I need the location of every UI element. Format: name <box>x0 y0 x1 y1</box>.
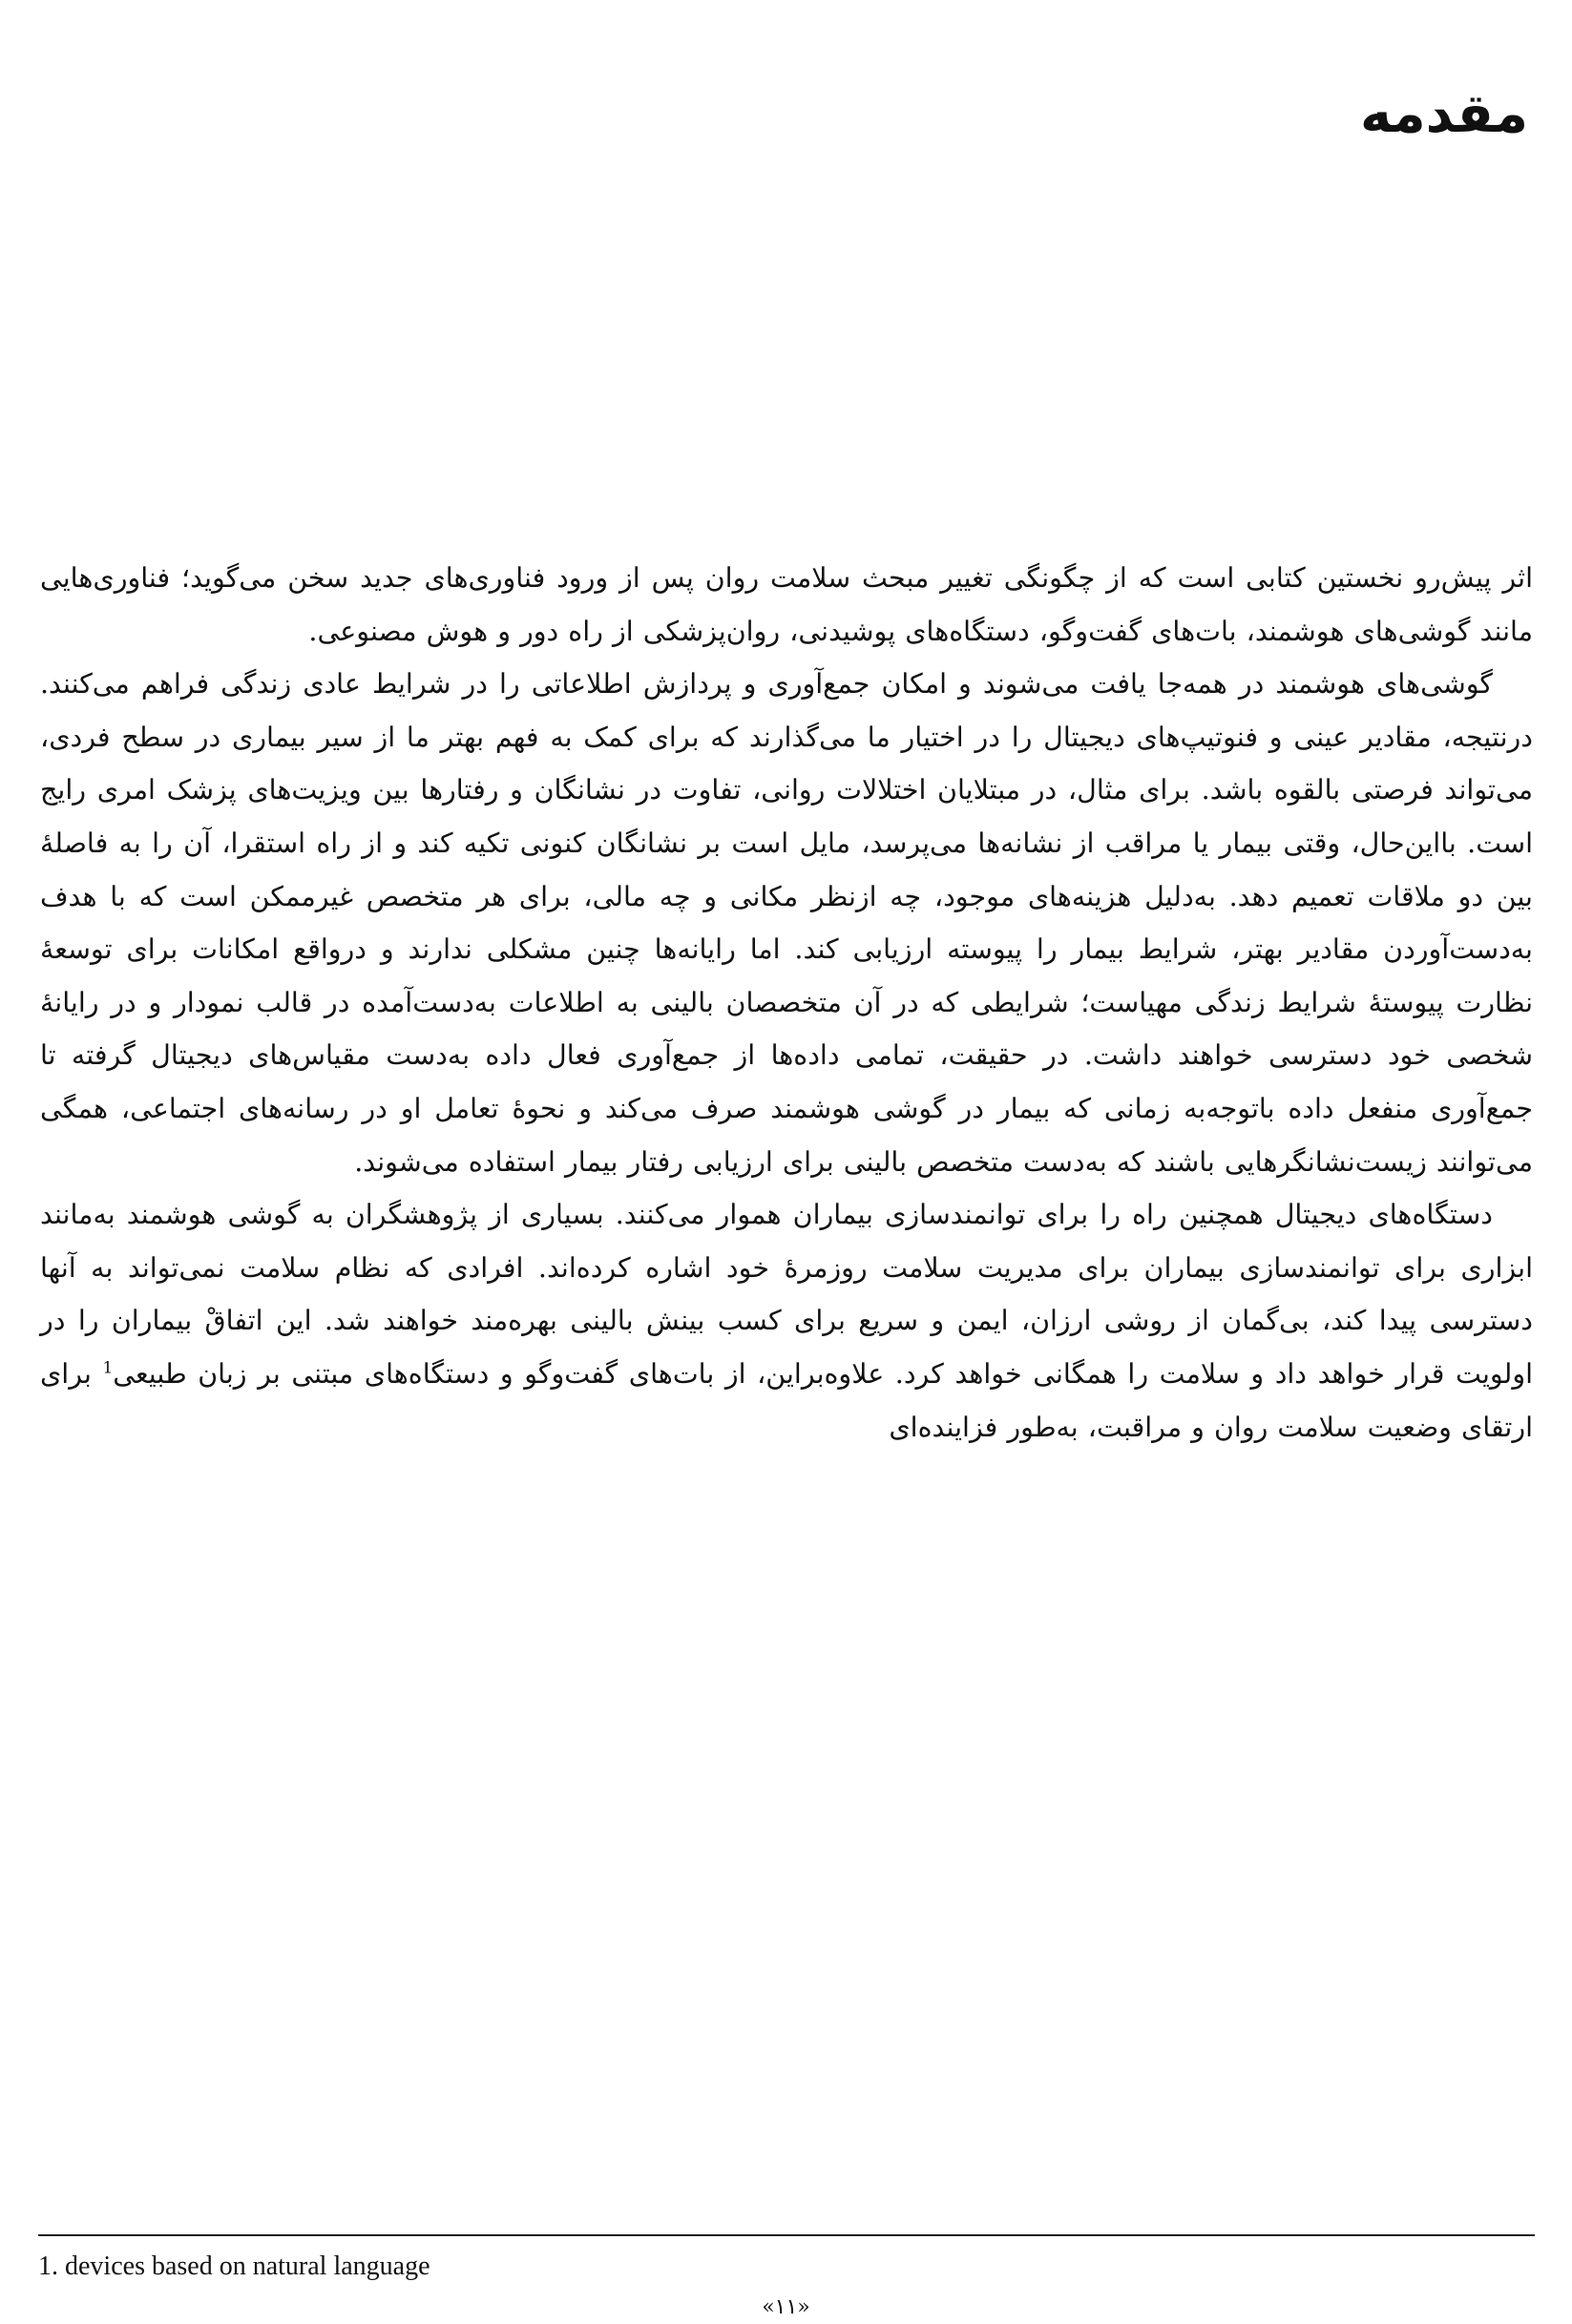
paragraph-text-before-footnote: دستگاه‌های دیجیتال همچنین راه را برای توانمندسازی بیماران هموار می‌کنند. بسیاری از پژوهشگران به گوشی هوشمند به‌مانند ابزاری برای توانمندسازی بیماران برای مدیریت سلامت روزمرهٔ خود اشاره کرده‌اند. افرادی که نظام سلامت نمی‌تواند به آنها دسترسی پیدا کند، بی‌گمان از روشی ارزان، ایمن و سریع برای کسب بینش بالینی بهره‌مند خواهند شد. این اتفاقْ بیماران را در اولویت قرار خواهد داد و سلامت را همگانی خواهد کرد. علاوه‌براین، از بات‌های گفت‌وگو و دستگاه‌های مبتنی بر زبان طبیعی <box>40 1199 1533 1390</box>
page-title: مقدمه <box>1360 83 1528 145</box>
footnote-marker: 1 <box>102 1358 114 1378</box>
paragraph-text-after-footnote: برای ارتقای وضعیت سلامت روان و مراقبت، به‌طور فزاینده‌ای <box>40 1357 1533 1443</box>
paragraph-smartphones: گوشی‌های هوشمند در همه‌جا یافت می‌شوند و امکان جمع‌آوری و پردازش اطلاعاتی را در شرایط عادی زندگی فراهم می‌کنند. درنتیجه، مقادیر عینی و فنوتیپ‌های دیجیتال را در اختیار ما می‌گذارند که برای کمک به فهم بهتر ما از سیر بیماری در سطح فردی، می‌تواند فرصتی بالقوه باشد. برای مثال، در مبتلایان اختلالات روانی، تفاوت در نشانگان و رفتارها بین ویزیت‌های پزشک امری رایج است. بااین‌حال، وقتی بیمار یا مراقب از نشانه‌ها می‌پرسد، مایل است بر نشانگان کنونی تکیه کند و از راه استقرا، آن را به فاصلهٔ بین دو ملاقات تعمیم دهد. به‌دلیل هزینه‌های موجود، چه ازنظر مکانی و چه مالی، برای هر متخصص غیرممکن است که با هدف به‌دست‌آوردن مقادیر بهتر، شرایط بیمار را پیوسته ارزیابی کند. اما رایانه‌ها چنین مشکلی ندارند و درواقع امکانات برای توسعهٔ نظارت پیوستهٔ شرایط زندگی مهیاست؛ شرایطی که در آن متخصصان بالینی به اطلاعات به‌دست‌آمده در قالب نمودار و در رایانهٔ شخصی خود دسترسی خواهند داشت. در حقیقت، تمامی داده‌ها از جمع‌آوری فعال داده به‌دست مقیاس‌های دیجیتال گرفته تا جمع‌آوری منفعل داده باتوجه‌به زمانی که بیمار در گوشی هوشمند صرف می‌کند و نحوهٔ تعامل او در رسانه‌های اجتماعی، همگی می‌توانند زیست‌نشانگرهایی باشند که به‌دست متخصص بالینی برای ارزیابی رفتار بیمار استفاده می‌شوند. <box>40 668 1533 1178</box>
paragraph-intro: اثر پیش‌رو نخستین کتابی است که از چگونگی تغییر مبحث سلامت روان پس از ورود فناوری‌های جدید سخن می‌گوید؛ فناوری‌هایی مانند گوشی‌های هوشمند، بات‌های گفت‌وگو، دستگاه‌های پوشیدنی، روان‌پزشکی از راه دور و هوش مصنوعی. <box>40 562 1533 647</box>
footnote: 1. devices based on natural language <box>38 2251 430 2281</box>
body-text <box>40 552 1533 1454</box>
page-number: «۱۱» <box>762 2295 810 2319</box>
paragraph-digital-devices <box>40 1188 1533 1454</box>
footnote-divider <box>38 2234 1535 2236</box>
